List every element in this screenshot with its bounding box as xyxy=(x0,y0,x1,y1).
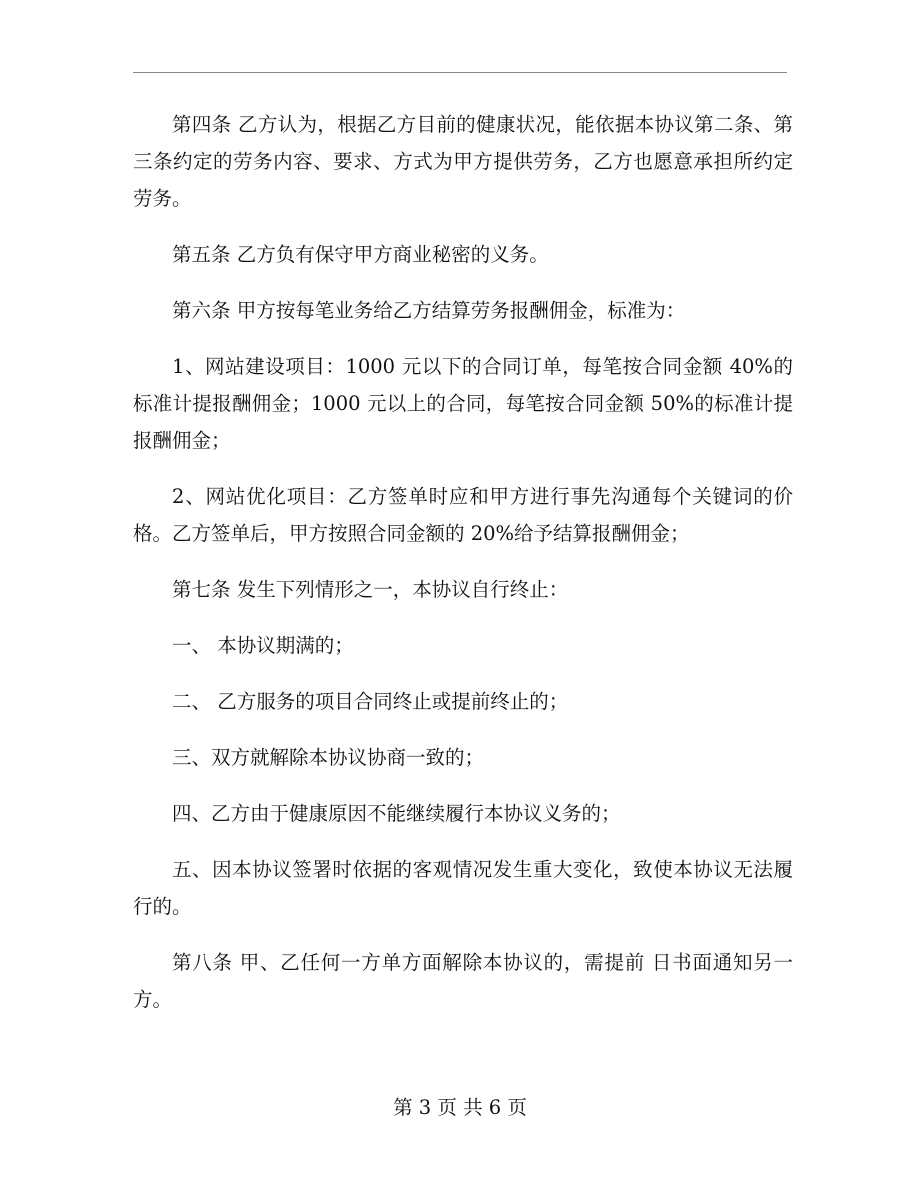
article-7-item-2: 二、 乙方服务的项目合同终止或提前终止的； xyxy=(172,690,569,713)
article-7-item-5: 五、因本协议签署时依据的客观情况发生重大变化，致使本协议无法履行的。 xyxy=(133,858,793,918)
document-body xyxy=(133,106,793,1037)
article-4-paragraph: 第四条 乙方认为，根据乙方目前的健康状况，能依据本协议第二条、第三条约定的劳务内容、要求、方式为甲方提供劳务，乙方也愿意承担所约定劳务。 xyxy=(133,113,793,210)
article-7-item-4: 四、乙方由于健康原因不能继续履行本协议义务的； xyxy=(172,802,621,825)
article-7-paragraph: 第七条 发生下列情形之一，本协议自行终止： xyxy=(172,578,569,601)
header-rule xyxy=(133,72,787,73)
article-6-item-2: 2、网站优化项目：乙方签单时应和甲方进行事先沟通每个关键词的价格。乙方签单后，甲方按照合同金额的 20%给予结算报酬佣金； xyxy=(133,485,793,545)
article-8-paragraph: 第八条 甲、乙任何一方单方面解除本协议的，需提前 日书面通知另一方。 xyxy=(133,951,793,1011)
article-7-item-3: 三、双方就解除本协议协商一致的； xyxy=(172,746,485,769)
page-number: 第 3 页 共 6 页 xyxy=(393,1096,527,1119)
article-7-item-1: 一、 本协议期满的； xyxy=(172,634,354,657)
article-6-item-1: 1、网站建设项目：1000 元以下的合同订单，每笔按合同金额 40%的标准计提报酬佣金；1000 元以上的合同，每笔按合同金额 50%的标准计提报酬佣金； xyxy=(133,355,793,452)
article-6-paragraph: 第六条 甲方按每笔业务给乙方结算劳务报酬佣金，标准为： xyxy=(172,299,686,322)
article-5-paragraph: 第五条 乙方负有保守甲方商业秘密的义务。 xyxy=(172,243,549,266)
